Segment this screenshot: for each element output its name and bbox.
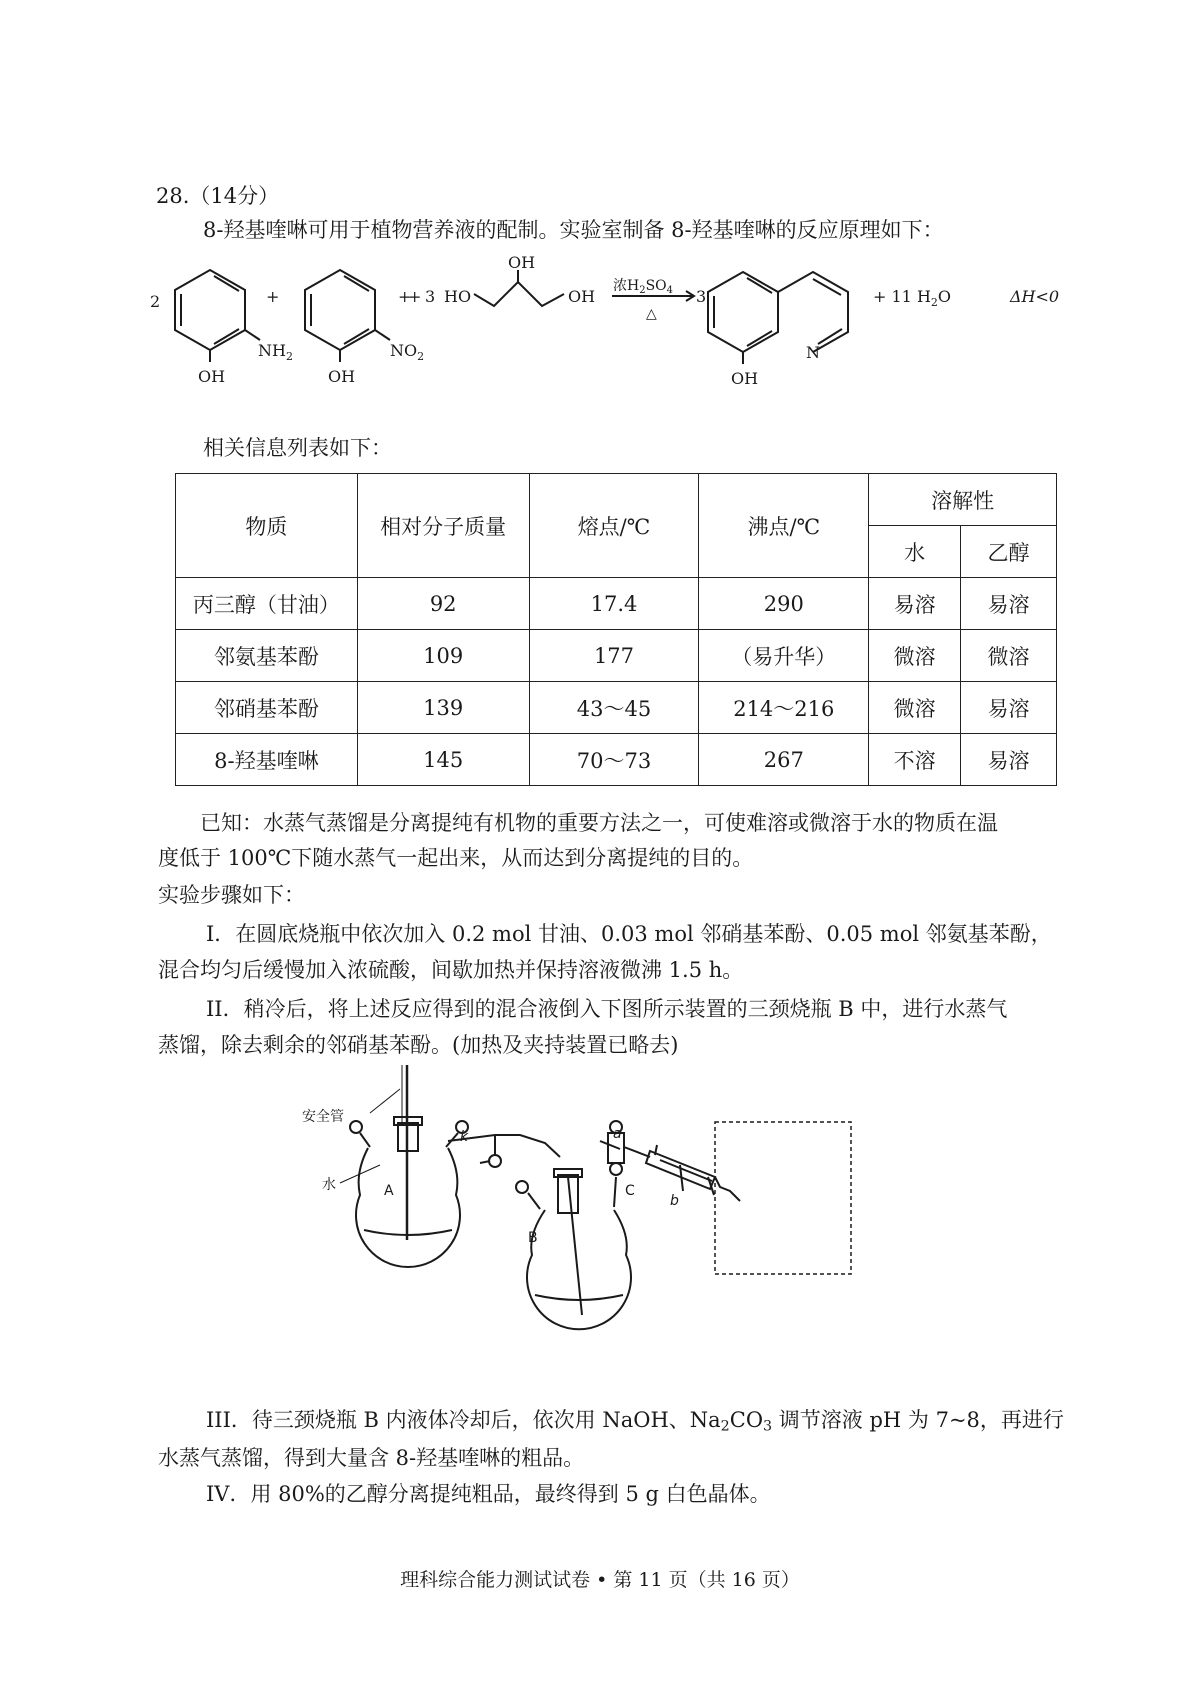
cell-ethanol: 易溶 bbox=[961, 682, 1057, 734]
cell-mass: 139 bbox=[357, 682, 529, 734]
water-product: + 11 $H_2O$ bbox=[873, 287, 952, 309]
known-line-1: 已知：水蒸气蒸馏是分离提纯有机物的重要方法之一，可使难溶或微溶于水的物质在温 bbox=[200, 811, 998, 835]
step-3-line-2: 水蒸气蒸馏，得到大量含 8-羟基喹啉的粗品。 bbox=[158, 1446, 585, 1470]
steps-title: 实验步骤如下： bbox=[158, 883, 305, 907]
step-3-line-1: III．待三颈烧瓶 B 内液体冷却后，依次用 NaOH、$Na_2CO_3$ 调节溶液 pH 为 7~8，再进行 bbox=[206, 1408, 1064, 1435]
cell-mp: 17.4 bbox=[529, 578, 699, 630]
step-2-line-1: II．稍冷后，将上述反应得到的混合液倒入下图所示装置的三颈烧瓶 B 中，进行水蒸气 bbox=[206, 997, 1008, 1021]
cell-bp: 214～216 bbox=[699, 682, 869, 734]
table-row bbox=[176, 682, 1057, 734]
cell-name: 8-羟基喹啉 bbox=[176, 734, 358, 786]
cell-ethanol: 易溶 bbox=[961, 734, 1057, 786]
cell-mp: 177 bbox=[529, 630, 699, 682]
enthalpy-label: ΔH<0 bbox=[1010, 287, 1060, 306]
plus-3: + bbox=[408, 287, 422, 306]
plus-1: + bbox=[266, 287, 280, 306]
coef-product: 3 bbox=[696, 287, 707, 306]
table-row bbox=[176, 578, 1057, 630]
known-line-2: 度低于 100℃下随水蒸气一起出来，从而达到分离提纯的目的。 bbox=[158, 846, 754, 870]
safety-tube-label: 安全管 bbox=[302, 1109, 344, 1125]
question-intro: 8-羟基喹啉可用于植物营养液的配制。实验室制备 8-羟基喹啉的反应原理如下： bbox=[203, 218, 944, 242]
table-row bbox=[176, 734, 1057, 786]
question-heading: 28.（14分） bbox=[156, 184, 280, 208]
no2-label: $NO_2$ bbox=[390, 341, 425, 363]
cell-mass: 145 bbox=[357, 734, 529, 786]
cell-mp: 70～73 bbox=[529, 734, 699, 786]
outlet-b-label: b bbox=[670, 1193, 679, 1209]
flask-b-label: B bbox=[528, 1230, 538, 1246]
cell-bp: 290 bbox=[699, 578, 869, 630]
coef-aminophenol: 2 bbox=[150, 292, 161, 311]
table-header-row bbox=[176, 474, 1057, 526]
header-water: 水 bbox=[869, 526, 961, 578]
step-2-line-2: 蒸馏，除去剩余的邻硝基苯酚。(加热及夹持装置已略去) bbox=[158, 1033, 679, 1057]
cell-bp: （易升华） bbox=[699, 630, 869, 682]
apparatus-svg bbox=[302, 1065, 940, 1395]
oh-label-2: OH bbox=[328, 367, 356, 386]
cell-water: 微溶 bbox=[869, 630, 961, 682]
apparatus-diagram bbox=[302, 1065, 940, 1395]
header-melting-point: 熔点/℃ bbox=[529, 474, 699, 578]
cell-water: 不溶 bbox=[869, 734, 961, 786]
glycerol-oh-right: OH bbox=[568, 287, 596, 306]
cell-mass: 109 bbox=[357, 630, 529, 682]
step-4-line: IV．用 80%的乙醇分离提纯粗品，最终得到 5 g 白色晶体。 bbox=[206, 1482, 771, 1506]
oh-label-1: OH bbox=[198, 367, 226, 386]
cell-ethanol: 易溶 bbox=[961, 578, 1057, 630]
collector-placeholder-box bbox=[715, 1122, 851, 1274]
header-substance: 物质 bbox=[176, 474, 358, 578]
glycerol-ho-left: HO bbox=[444, 287, 472, 306]
cell-ethanol: 微溶 bbox=[961, 630, 1057, 682]
header-solubility: 溶解性 bbox=[869, 474, 1057, 526]
n-atom: N bbox=[806, 343, 820, 362]
cell-mass: 92 bbox=[357, 578, 529, 630]
catalyst-label: 浓$H_2SO_4$ bbox=[613, 278, 674, 296]
nh2-label: $NH_2$ bbox=[258, 341, 293, 363]
step-1-line-1: I．在圆底烧瓶中依次加入 0.2 mol 甘油、0.03 mol 邻硝基苯酚、0.05 mol 邻氨基苯酚， bbox=[206, 922, 1052, 946]
inlet-a-label: a bbox=[613, 1126, 622, 1142]
heat-symbol: △ bbox=[646, 306, 657, 322]
valve-k-label: k bbox=[460, 1129, 469, 1145]
properties-table bbox=[175, 473, 1057, 786]
glycerol-oh-top: OH bbox=[508, 253, 536, 272]
reaction-equation bbox=[150, 253, 1080, 412]
cell-name: 邻硝基苯酚 bbox=[176, 682, 358, 734]
table-row bbox=[176, 630, 1057, 682]
header-ethanol: 乙醇 bbox=[961, 526, 1057, 578]
coef-glycerol: 3 bbox=[425, 287, 436, 306]
condenser-c-label: C bbox=[625, 1183, 635, 1199]
cell-mp: 43～45 bbox=[529, 682, 699, 734]
table-intro: 相关信息列表如下： bbox=[203, 436, 392, 460]
header-boiling-point: 沸点/℃ bbox=[699, 474, 869, 578]
cell-water: 微溶 bbox=[869, 682, 961, 734]
header-molar-mass: 相对分子质量 bbox=[357, 474, 529, 578]
cell-name: 邻氨基苯酚 bbox=[176, 630, 358, 682]
cell-name: 丙三醇（甘油） bbox=[176, 578, 358, 630]
water-label: 水 bbox=[322, 1177, 336, 1193]
step-1-line-2: 混合均匀后缓慢加入浓硫酸，间歇加热并保持溶液微沸 1.5 h。 bbox=[158, 958, 744, 982]
plus-2: + bbox=[398, 287, 412, 306]
reaction-diagram bbox=[150, 253, 1080, 412]
cell-bp: 267 bbox=[699, 734, 869, 786]
flask-a-label: A bbox=[384, 1183, 394, 1199]
cell-water: 易溶 bbox=[869, 578, 961, 630]
oh-label-product: OH bbox=[731, 369, 759, 388]
page-footer: 理科综合能力测试试卷 • 第 11 页（共 16 页） bbox=[400, 1569, 800, 1591]
